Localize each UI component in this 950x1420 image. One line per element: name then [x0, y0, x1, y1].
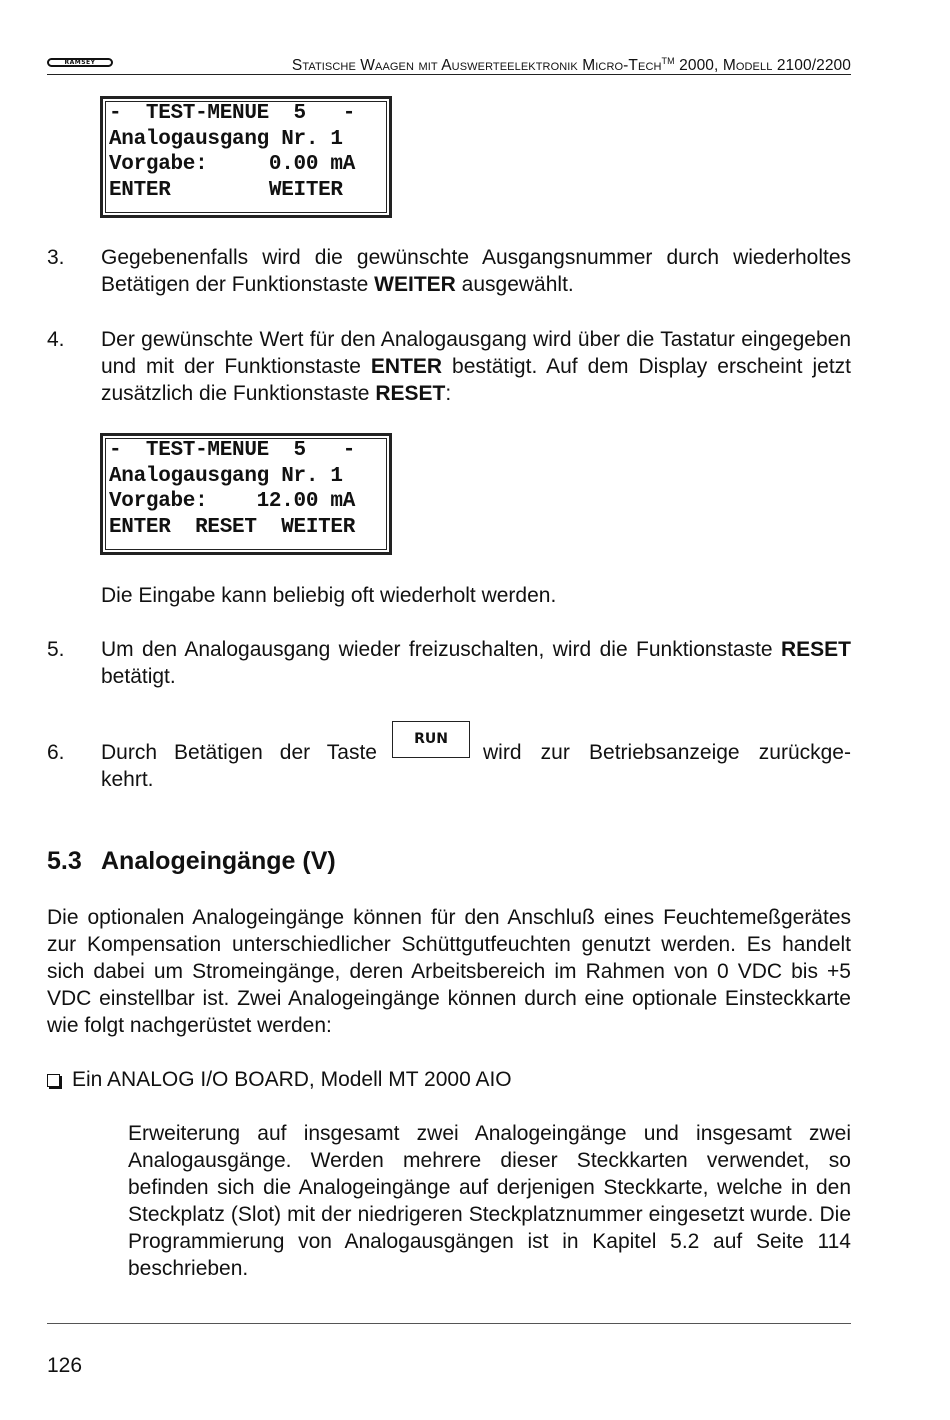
- step-number: 6.: [47, 741, 65, 764]
- lcd-line: ENTER RESET WEITER: [109, 515, 356, 539]
- function-key-weiter: WEITER: [374, 273, 456, 296]
- running-title-main: Statische Waagen mit Auswerteelektronik Micro-Tech: [291, 57, 662, 74]
- function-key-enter: ENTER: [370, 355, 443, 378]
- step-text: :: [445, 382, 452, 405]
- page-header: [47, 50, 851, 75]
- ramsey-logo: [47, 58, 113, 67]
- step-text: ausgewählt.: [455, 273, 574, 296]
- bullet-text: Ein ANALOG I/O BOARD, Modell MT 2000 AIO: [72, 1068, 512, 1091]
- step-number: 3.: [47, 246, 65, 269]
- step-6-text-a: Durch Betätigen der Taste: [101, 741, 377, 764]
- bullet-detail: Erweiterung auf insgesamt zwei Analogeingänge und insgesamt zwei Analogausgänge. Werden mehrere dieser Steckkarten verwendet, so befinden sich die Analogeingänge auf derjenigen Steckkarte, welche in den Steckplatz (Slot) mit der niedrigeren Steckplatznummer eingesetzt wurde. Die Programmierung von Analogausgängen ist in Kapitel 5.2 auf Seite 114 beschrieben.: [128, 1122, 851, 1280]
- logo-text: RAMSEY: [64, 58, 96, 66]
- section-number: 5.3: [47, 847, 82, 875]
- lcd-line: Vorgabe: 0.00 mA: [109, 153, 356, 176]
- trademark-sup: TM: [661, 56, 675, 66]
- step-text: bestätigt. Auf dem Display erscheint jetzt zusätzlich die Funktionstaste: [101, 355, 851, 405]
- repeat-note: Die Eingabe kann beliebig oft wiederholt werden.: [101, 584, 557, 607]
- lcd-line: - TEST-MENUE 5 -: [109, 439, 356, 462]
- section-intro: Die optionalen Analogeingänge können für den Anschluß eines Feuchtemeßgerätes zur Kompensation unterschiedlicher Schüttgutfeuchten genutzt werden. Es handelt sich dabei um Stromeingänge, deren Arbeitsbereich im Rahmen von 0 VDC bis +5 VDC einstellbar ist. Zwei Analogeingänge können durch eine optionale Einsteckkarte wie folgt nachgerüstet werden:: [47, 906, 851, 1037]
- step-text: Um den Analogausgang wieder freizuschalten, wird die Funktionstaste: [101, 638, 781, 661]
- lcd-line: Analogausgang Nr. 1: [109, 127, 343, 151]
- function-key-reset: RESET: [780, 638, 851, 661]
- run-key-label: RUN: [414, 731, 448, 747]
- section-title: Analogeingänge (V): [101, 847, 336, 875]
- step-6-text-b: [101, 739, 851, 793]
- step-4-text: [101, 326, 851, 407]
- page-number: 126: [47, 1354, 83, 1377]
- running-title-rest: 2000, Modell 2100/2200: [674, 57, 851, 74]
- step-text: Der gewünschte Wert für den Analogausgang wird über die Tastatur eingegeben und mit der Funktionstaste: [101, 328, 851, 378]
- lcd-line: Analogausgang Nr. 1: [109, 464, 343, 488]
- step-5-text: [101, 636, 851, 690]
- lcd-line: ENTER WEITER: [109, 178, 343, 202]
- function-key-reset: RESET: [375, 382, 446, 405]
- checkbox-bullet-icon: [47, 1074, 60, 1087]
- lcd-display-test-menu-reset: [100, 433, 392, 555]
- footer-rule: [47, 1323, 851, 1324]
- step-number: 4.: [47, 328, 65, 351]
- step-3-text: [101, 244, 851, 298]
- step-text: betätigt.: [101, 665, 176, 688]
- bullet-item: [47, 1066, 851, 1093]
- step-number: 5.: [47, 638, 65, 661]
- lcd-line: Vorgabe: 12.00 mA: [109, 490, 356, 513]
- running-title: [292, 52, 851, 75]
- step-text: Gegebenenfalls wird die gewünschte Ausgangsnummer durch wiederholtes Betätigen der Funktionstaste: [101, 246, 851, 296]
- step-text: wird zur Betriebsanzeige zurückgekehrt.: [101, 741, 851, 791]
- lcd-line: - TEST-MENUE 5 -: [109, 102, 356, 125]
- lcd-display-test-menu: [100, 96, 392, 218]
